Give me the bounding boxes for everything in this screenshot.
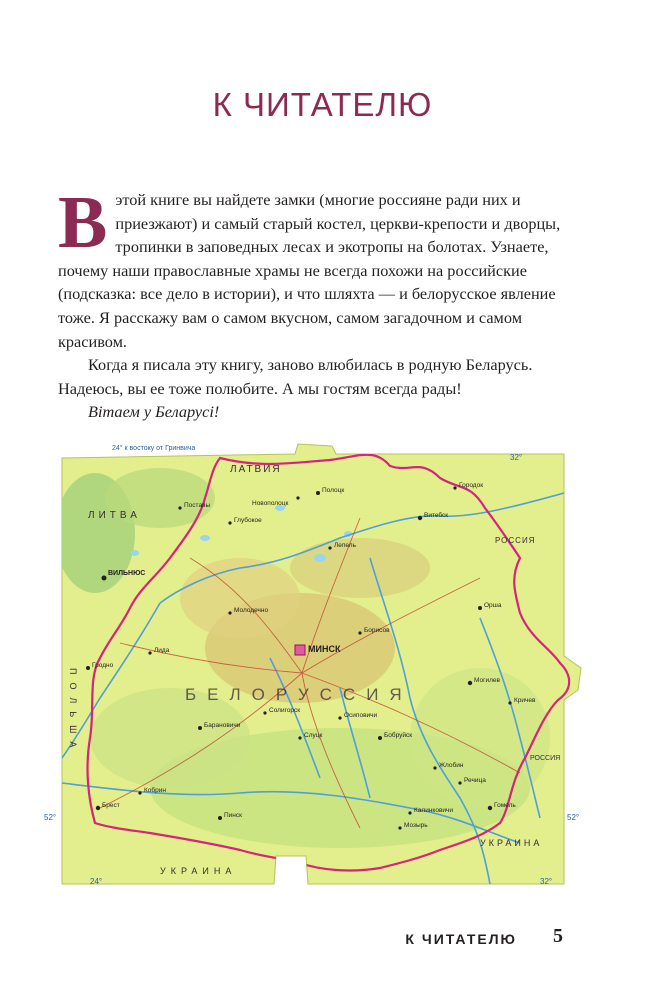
city-label: Солигорск [269,707,301,714]
city-label: Орша [484,602,502,609]
vilnius-label: ВИЛЬНЮС [108,570,146,577]
intro-paragraph-2: Когда я писала эту книгу, заново влюбилась в родную Беларусь. Надеюсь, вы ее тоже полюбите. А мы гостям всегда рады! [58,355,533,398]
city-marker [408,811,411,814]
lake [131,550,139,556]
city-marker [228,611,231,614]
city-marker [316,491,320,495]
lake [314,554,326,562]
intro-text [58,182,586,424]
lon-top-left-label: 24° к востоку от Гринвича [112,445,196,452]
map-of-belarus [40,438,585,890]
page-title: К ЧИТАТЕЛЮ [212,86,433,123]
city-marker [338,716,341,719]
city-label: Мозырь [404,822,428,829]
city-label: Брест [102,802,120,809]
city-marker [378,736,382,740]
city-marker [358,631,361,634]
city-marker [86,666,90,670]
city-marker [198,726,202,730]
upland-zone [180,558,300,638]
city-marker [453,486,456,489]
city-label: Лепель [334,542,356,549]
city-label: Витебск [424,512,449,519]
poland-label: ПОЛЬША [68,668,78,756]
lat-right-label: 52° [567,813,580,822]
city-label: Кобрин [144,787,166,794]
upland-zone [290,538,430,598]
city-marker [488,806,492,810]
city-marker [263,711,266,714]
city-label: Кричев [514,697,536,704]
city-label: Гомель [494,802,516,809]
city-label: Гродно [92,662,114,669]
city-marker [468,681,472,685]
city-label: Слуцк [304,732,323,739]
city-label: Глубокое [234,517,262,524]
capital-label: МИНСК [308,644,341,654]
vilnius-marker [102,576,107,581]
city-label: Пинск [224,812,242,819]
city-label: Городок [459,482,484,489]
city-marker [508,701,511,704]
city-marker [433,766,436,769]
capital-marker [295,645,305,655]
drop-cap: В [58,182,108,264]
lake [200,535,210,541]
intro-paragraph-1 [58,182,586,353]
city-marker [478,606,482,610]
intro-greeting: Вітаем у Беларусі! [88,402,220,422]
city-label: Барановичи [204,722,241,729]
city-marker [138,791,141,794]
city-label: Осиповичи [344,712,378,719]
city-marker [398,826,401,829]
lat-left-label: 52° [44,813,57,822]
city-marker [148,651,151,654]
lon-top-right-label: 32° [510,453,523,462]
city-marker [218,816,222,820]
page-number: 5 [553,925,563,947]
city-label: Поставы [184,502,211,509]
city-label: Новополоцк [252,500,289,507]
city-label: Бобруйск [384,732,413,739]
russia-east-label: РОССИЯ [530,755,561,762]
city-marker [298,736,301,739]
country-label: БЕЛОРУССИЯ [185,685,413,704]
russia-north-label: РОССИЯ [495,536,536,545]
city-label: Лида [154,647,170,654]
ukraine-east-label: УКРАИНА [480,838,543,848]
city-marker [418,516,422,520]
city-marker [228,521,231,524]
city-label: Жлобин [439,762,464,769]
lowland-zone [410,668,550,808]
city-label: Молодечно [234,607,269,614]
city-label: Могилев [474,677,500,684]
city-marker [178,506,181,509]
intro-paragraph-1-text: этой книге вы найдете замки (многие россияне ради них и приезжают) и самый старый костел, церкви-крепости и дворцы, тропинки в заповедных лесах и экотропы на болотах. Узнаете, почему наши православные храмы не всегда похожи на российские (подсказка: все дело в истории), и что шляхта — и белорусское явление тоже. Я расскажу вам о самом вкусном, самом загадочном и самом красивом. [58,190,561,351]
city-marker [96,806,100,810]
lithuania-label: ЛИТВА [88,510,141,521]
city-label: Полоцк [322,487,345,494]
city-label: Калинковичи [414,807,454,814]
latvia-label: ЛАТВИЯ [230,464,282,475]
lon-bottom-right-label: 32° [540,877,553,886]
ukraine-south-label: УКРАИНА [160,866,237,876]
city-marker [296,496,299,499]
city-marker [458,781,461,784]
running-footer-title: К ЧИТАТЕЛЮ [405,931,517,947]
city-label: Речица [464,777,486,784]
lon-bottom-left-label: 24° [90,877,103,886]
city-marker [328,546,331,549]
city-label: Борисов [364,627,390,634]
